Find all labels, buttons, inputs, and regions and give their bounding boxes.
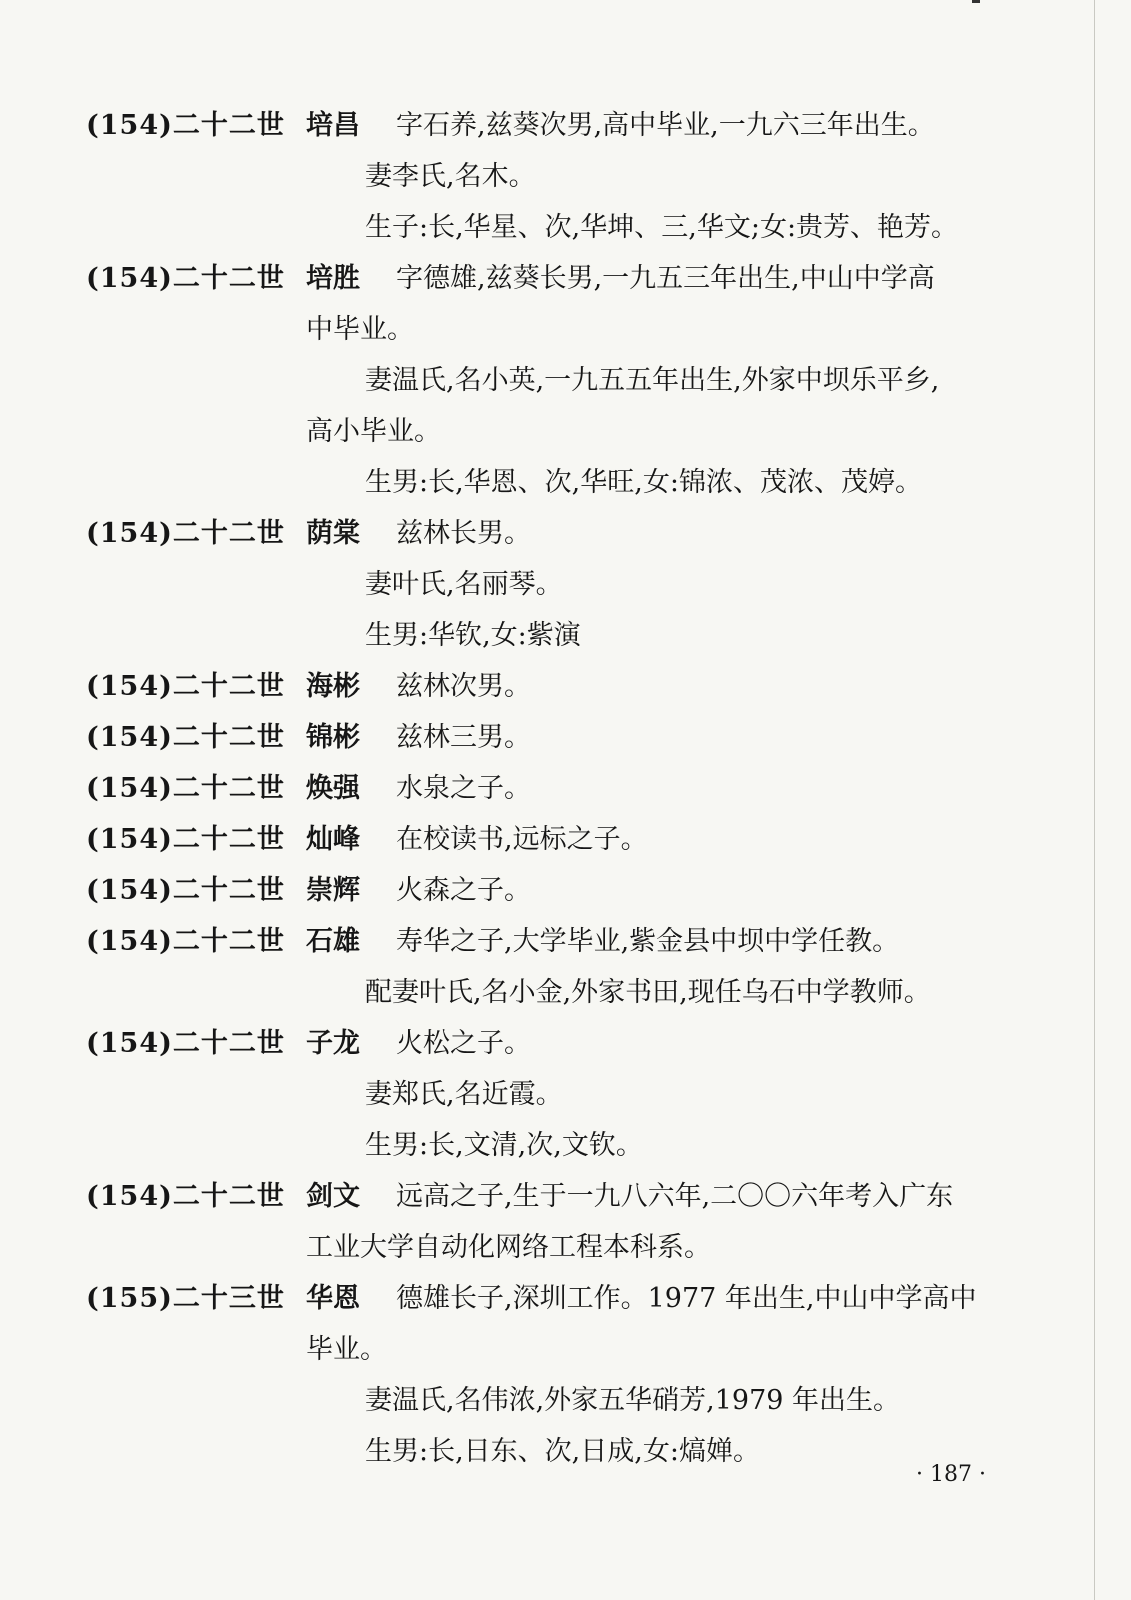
entry-line [0,814,1131,865]
generation-label: (154)二十二世 [86,722,285,753]
entry-line [0,1018,1131,1069]
entry-text: 妻郑氏,名近霞。 [365,1079,563,1110]
entry-text: 生男:华钦,女:紫演 [365,620,581,651]
entry-text: 生男:长,华恩、次,华旺,女:锦浓、茂浓、茂婷。 [365,467,922,498]
entry-text: 生男:长,文清,次,文钦。 [365,1130,643,1161]
person-name: 海彬 [306,671,360,702]
entry-text: 工业大学自动化网络工程本科系。 [306,1232,711,1263]
entry-line [0,1324,1131,1375]
entry-text: 毕业。 [306,1334,387,1365]
person-name: 锦彬 [306,722,360,753]
entry-line [0,100,1131,151]
generation-label: (154)二十二世 [86,671,285,702]
generation-label: (154)二十二世 [86,263,285,294]
entry-line [0,355,1131,406]
entry-line [0,202,1131,253]
scan-mark [972,0,980,3]
page-number: · 187 · [916,1462,986,1487]
entry-line [0,610,1131,661]
entry-text: 兹林三男。 [396,722,531,753]
entry-line [0,1069,1131,1120]
genealogy-entry [0,661,1131,712]
generation-label: (154)二十二世 [86,518,285,549]
entry-text: 字德雄,兹葵长男,一九五三年出生,中山中学高 [396,263,935,294]
generation-label: (154)二十二世 [86,824,285,855]
genealogy-page [0,100,1131,1477]
entry-line [0,508,1131,559]
entry-line [0,253,1131,304]
entry-line [0,1120,1131,1171]
genealogy-entry [0,712,1131,763]
generation-label: (154)二十二世 [86,773,285,804]
genealogy-entry [0,508,1131,661]
entry-line [0,151,1131,202]
person-name: 崇辉 [306,875,360,906]
person-name: 华恩 [306,1283,360,1314]
entry-line [0,1273,1131,1324]
entry-line [0,916,1131,967]
person-name: 石雄 [306,926,360,957]
genealogy-entry [0,253,1131,508]
entry-text: 德雄长子,深圳工作。1977 年出生,中山中学高中 [396,1283,977,1314]
entry-line [0,1222,1131,1273]
entry-text: 妻李氏,名木。 [365,161,536,192]
entry-text: 中毕业。 [306,314,414,345]
entry-text: 远高之子,生于一九八六年,二〇〇六年考入广东 [396,1181,954,1212]
person-name: 荫棠 [306,518,360,549]
person-name: 灿峰 [306,824,360,855]
genealogy-entry [0,814,1131,865]
entry-line [0,1375,1131,1426]
entry-text: 在校读书,远标之子。 [396,824,648,855]
entry-text: 生子:长,华星、次,华坤、三,华文;女:贵芳、艳芳。 [365,212,959,243]
entry-line [0,712,1131,763]
generation-label: (154)二十二世 [86,926,285,957]
genealogy-entry [0,1171,1131,1273]
generation-label: (154)二十二世 [86,1181,285,1212]
person-name: 子龙 [306,1028,360,1059]
genealogy-entry [0,1273,1131,1477]
entry-text: 妻叶氏,名丽琴。 [365,569,563,600]
generation-label: (154)二十二世 [86,875,285,906]
generation-label: (155)二十三世 [86,1283,285,1314]
entry-line [0,457,1131,508]
entry-text: 寿华之子,大学毕业,紫金县中坝中学任教。 [396,926,900,957]
generation-label: (154)二十二世 [86,1028,285,1059]
entry-text: 妻温氏,名小英,一九五五年出生,外家中坝乐平乡, [365,365,940,396]
genealogy-entry [0,100,1131,253]
person-name: 培胜 [306,263,360,294]
entry-text: 字石养,兹葵次男,高中毕业,一九六三年出生。 [396,110,935,141]
genealogy-entry [0,865,1131,916]
entry-line [0,406,1131,457]
genealogy-entry [0,916,1131,1018]
entry-line [0,661,1131,712]
genealogy-entry [0,763,1131,814]
entry-line [0,763,1131,814]
person-name: 培昌 [306,110,360,141]
entry-line [0,967,1131,1018]
entry-text: 高小毕业。 [306,416,441,447]
entry-line [0,304,1131,355]
entry-text: 水泉之子。 [396,773,531,804]
entry-text: 妻温氏,名伟浓,外家五华硝芳,1979 年出生。 [365,1385,901,1416]
entry-line [0,1171,1131,1222]
entry-line [0,559,1131,610]
entry-text: 兹林次男。 [396,671,531,702]
person-name: 剑文 [306,1181,360,1212]
entry-text: 生男:长,日东、次,日成,女:熇婵。 [365,1436,760,1467]
genealogy-entry [0,1018,1131,1171]
entry-text: 配妻叶氏,名小金,外家书田,现任乌石中学教师。 [365,977,931,1008]
entry-text: 火森之子。 [396,875,531,906]
entry-line [0,865,1131,916]
person-name: 焕强 [306,773,360,804]
entry-text: 火松之子。 [396,1028,531,1059]
generation-label: (154)二十二世 [86,110,285,141]
entry-text: 兹林长男。 [396,518,531,549]
